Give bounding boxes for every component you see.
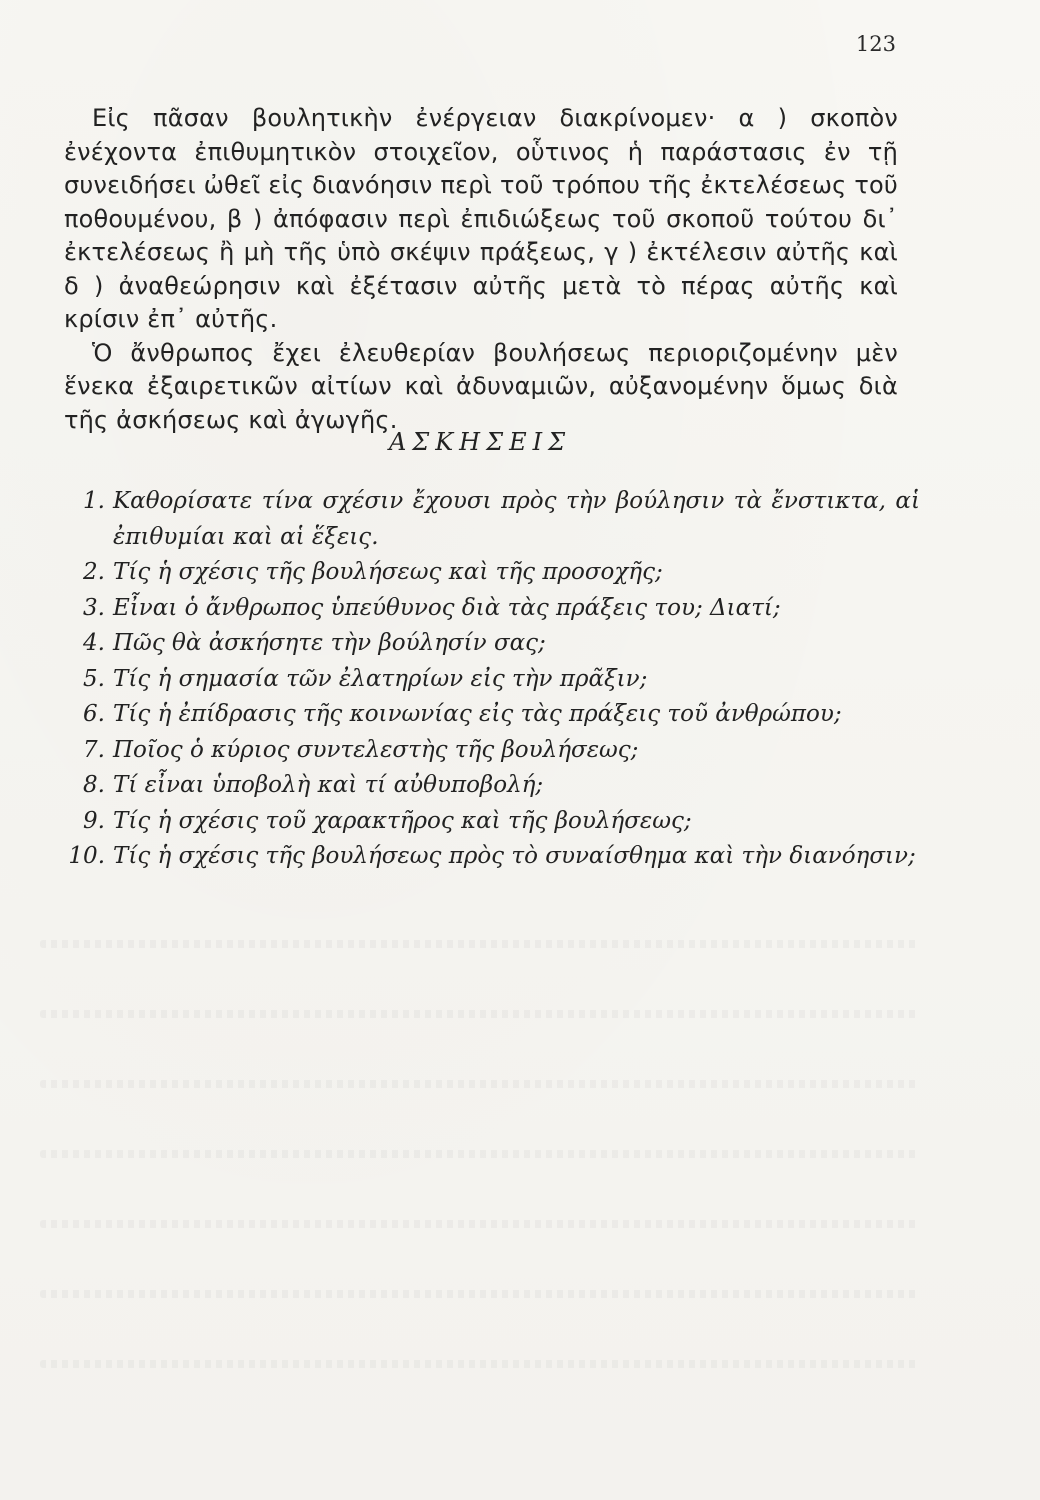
exercise-text: Πῶς θὰ ἀσκήσητε τὴν βούλησίν σας; bbox=[113, 630, 546, 656]
exercise-item bbox=[60, 626, 920, 662]
exercise-number: 6. bbox=[83, 701, 105, 727]
exercise-item bbox=[60, 591, 920, 627]
exercise-text: Τίς ἡ σχέσις τοῦ χαρακτῆρος καὶ τῆς βουλήσεως; bbox=[113, 807, 692, 834]
exercise-text: Τίς ἡ σχέσις τῆς βουλήσεως πρὸς τὸ συναίσθημα καὶ τὴν διανόησιν; bbox=[113, 843, 916, 869]
exercise-number: 8. bbox=[83, 772, 105, 798]
show-through-line bbox=[40, 1080, 920, 1088]
exercise-item bbox=[60, 555, 920, 591]
show-through-line bbox=[40, 1150, 920, 1158]
exercise-item bbox=[60, 768, 920, 804]
exercise-item bbox=[60, 733, 920, 769]
exercise-item bbox=[60, 804, 920, 840]
exercise-item bbox=[60, 839, 920, 875]
show-through-line bbox=[40, 940, 920, 948]
exercise-number: 3. bbox=[83, 594, 105, 621]
exercise-number: 5. bbox=[83, 665, 105, 692]
show-through-line bbox=[40, 1360, 920, 1368]
paragraph-free-will: Ὁ ἄνθρωπος ἔχει ἐλευθερίαν βουλήσεως περιοριζομένην μὲν ἕνεκα ἐξαιρετικῶν αἰτίων καὶ ἀδυναμιῶν, αὐξανομένην ὅμως διὰ τῆς ἀσκήσεως καὶ ἀγωγῆς. bbox=[64, 338, 898, 434]
body-text bbox=[64, 102, 898, 437]
exercise-item bbox=[60, 484, 920, 555]
exercise-text: Τί εἶναι ὑποβολὴ καὶ τί αὐθυποβολή; bbox=[113, 772, 544, 798]
exercise-number: 9. bbox=[83, 807, 105, 834]
paragraph-will-stages: Εἰς πᾶσαν βουλητικὴν ἐνέργειαν διακρίνομεν· α ) σκοπὸν ἐνέχοντα ἐπιθυμητικὸν στοιχεῖον, οὗτινος ἡ παράστασις ἐν τῇ συνειδήσει ὠθεῖ εἰς διανόησιν περὶ τοῦ τρόπου τῆς ἐκτελέσεως τοῦ ποθουμένου, β ) ἀπόφασιν περὶ ἐπιδιώξεως τοῦ σκοποῦ τούτου δι᾽ ἐκτελέσεως ἢ μὴ τῆς ὑπὸ σκέψιν πράξεως, γ ) ἐκτέλεσιν αὐτῆς καὶ δ ) ἀναθεώρησιν καὶ ἐξέτασιν αὐτῆς μετὰ τὸ πέρας αὐτῆς καὶ κρίσιν ἐπ᾽ αὐτῆς. bbox=[64, 104, 898, 333]
exercise-text: Καθορίσατε τίνα σχέσιν ἔχουσι πρὸς τὴν βούλησιν τὰ ἔνστικτα, αἱ ἐπιθυμίαι καὶ αἱ ἕξεις. bbox=[113, 488, 920, 550]
exercise-item bbox=[60, 697, 920, 733]
exercise-text: Τίς ἡ ἐπίδρασις τῆς κοινωνίας εἰς τὰς πράξεις τοῦ ἀνθρώπου; bbox=[113, 701, 842, 727]
exercise-text: Εἶναι ὁ ἄνθρωπος ὑπεύθυνος διὰ τὰς πράξεις του; Διατί; bbox=[113, 594, 781, 621]
exercise-number: 1. bbox=[83, 488, 105, 514]
exercise-number: 2. bbox=[83, 559, 105, 585]
exercise-list bbox=[60, 484, 920, 875]
exercise-text: Τίς ἡ σημασία τῶν ἐλατηρίων εἰς τὴν πρᾶξιν; bbox=[113, 665, 648, 692]
exercise-text: Τίς ἡ σχέσις τῆς βουλήσεως καὶ τῆς προσοχῆς; bbox=[113, 559, 663, 585]
show-through-line bbox=[40, 1220, 920, 1228]
exercise-number: 10. bbox=[68, 843, 105, 869]
page-number: 123 bbox=[855, 32, 896, 56]
show-through-line bbox=[40, 1290, 920, 1298]
exercise-item bbox=[60, 662, 920, 698]
section-heading: ΑΣΚΗΣΕΙΣ bbox=[388, 428, 572, 456]
exercise-number: 7. bbox=[83, 736, 105, 763]
exercise-number: 4. bbox=[83, 630, 105, 656]
show-through-line bbox=[40, 1010, 920, 1018]
exercise-text: Ποῖος ὁ κύριος συντελεστὴς τῆς βουλήσεως; bbox=[113, 736, 639, 763]
